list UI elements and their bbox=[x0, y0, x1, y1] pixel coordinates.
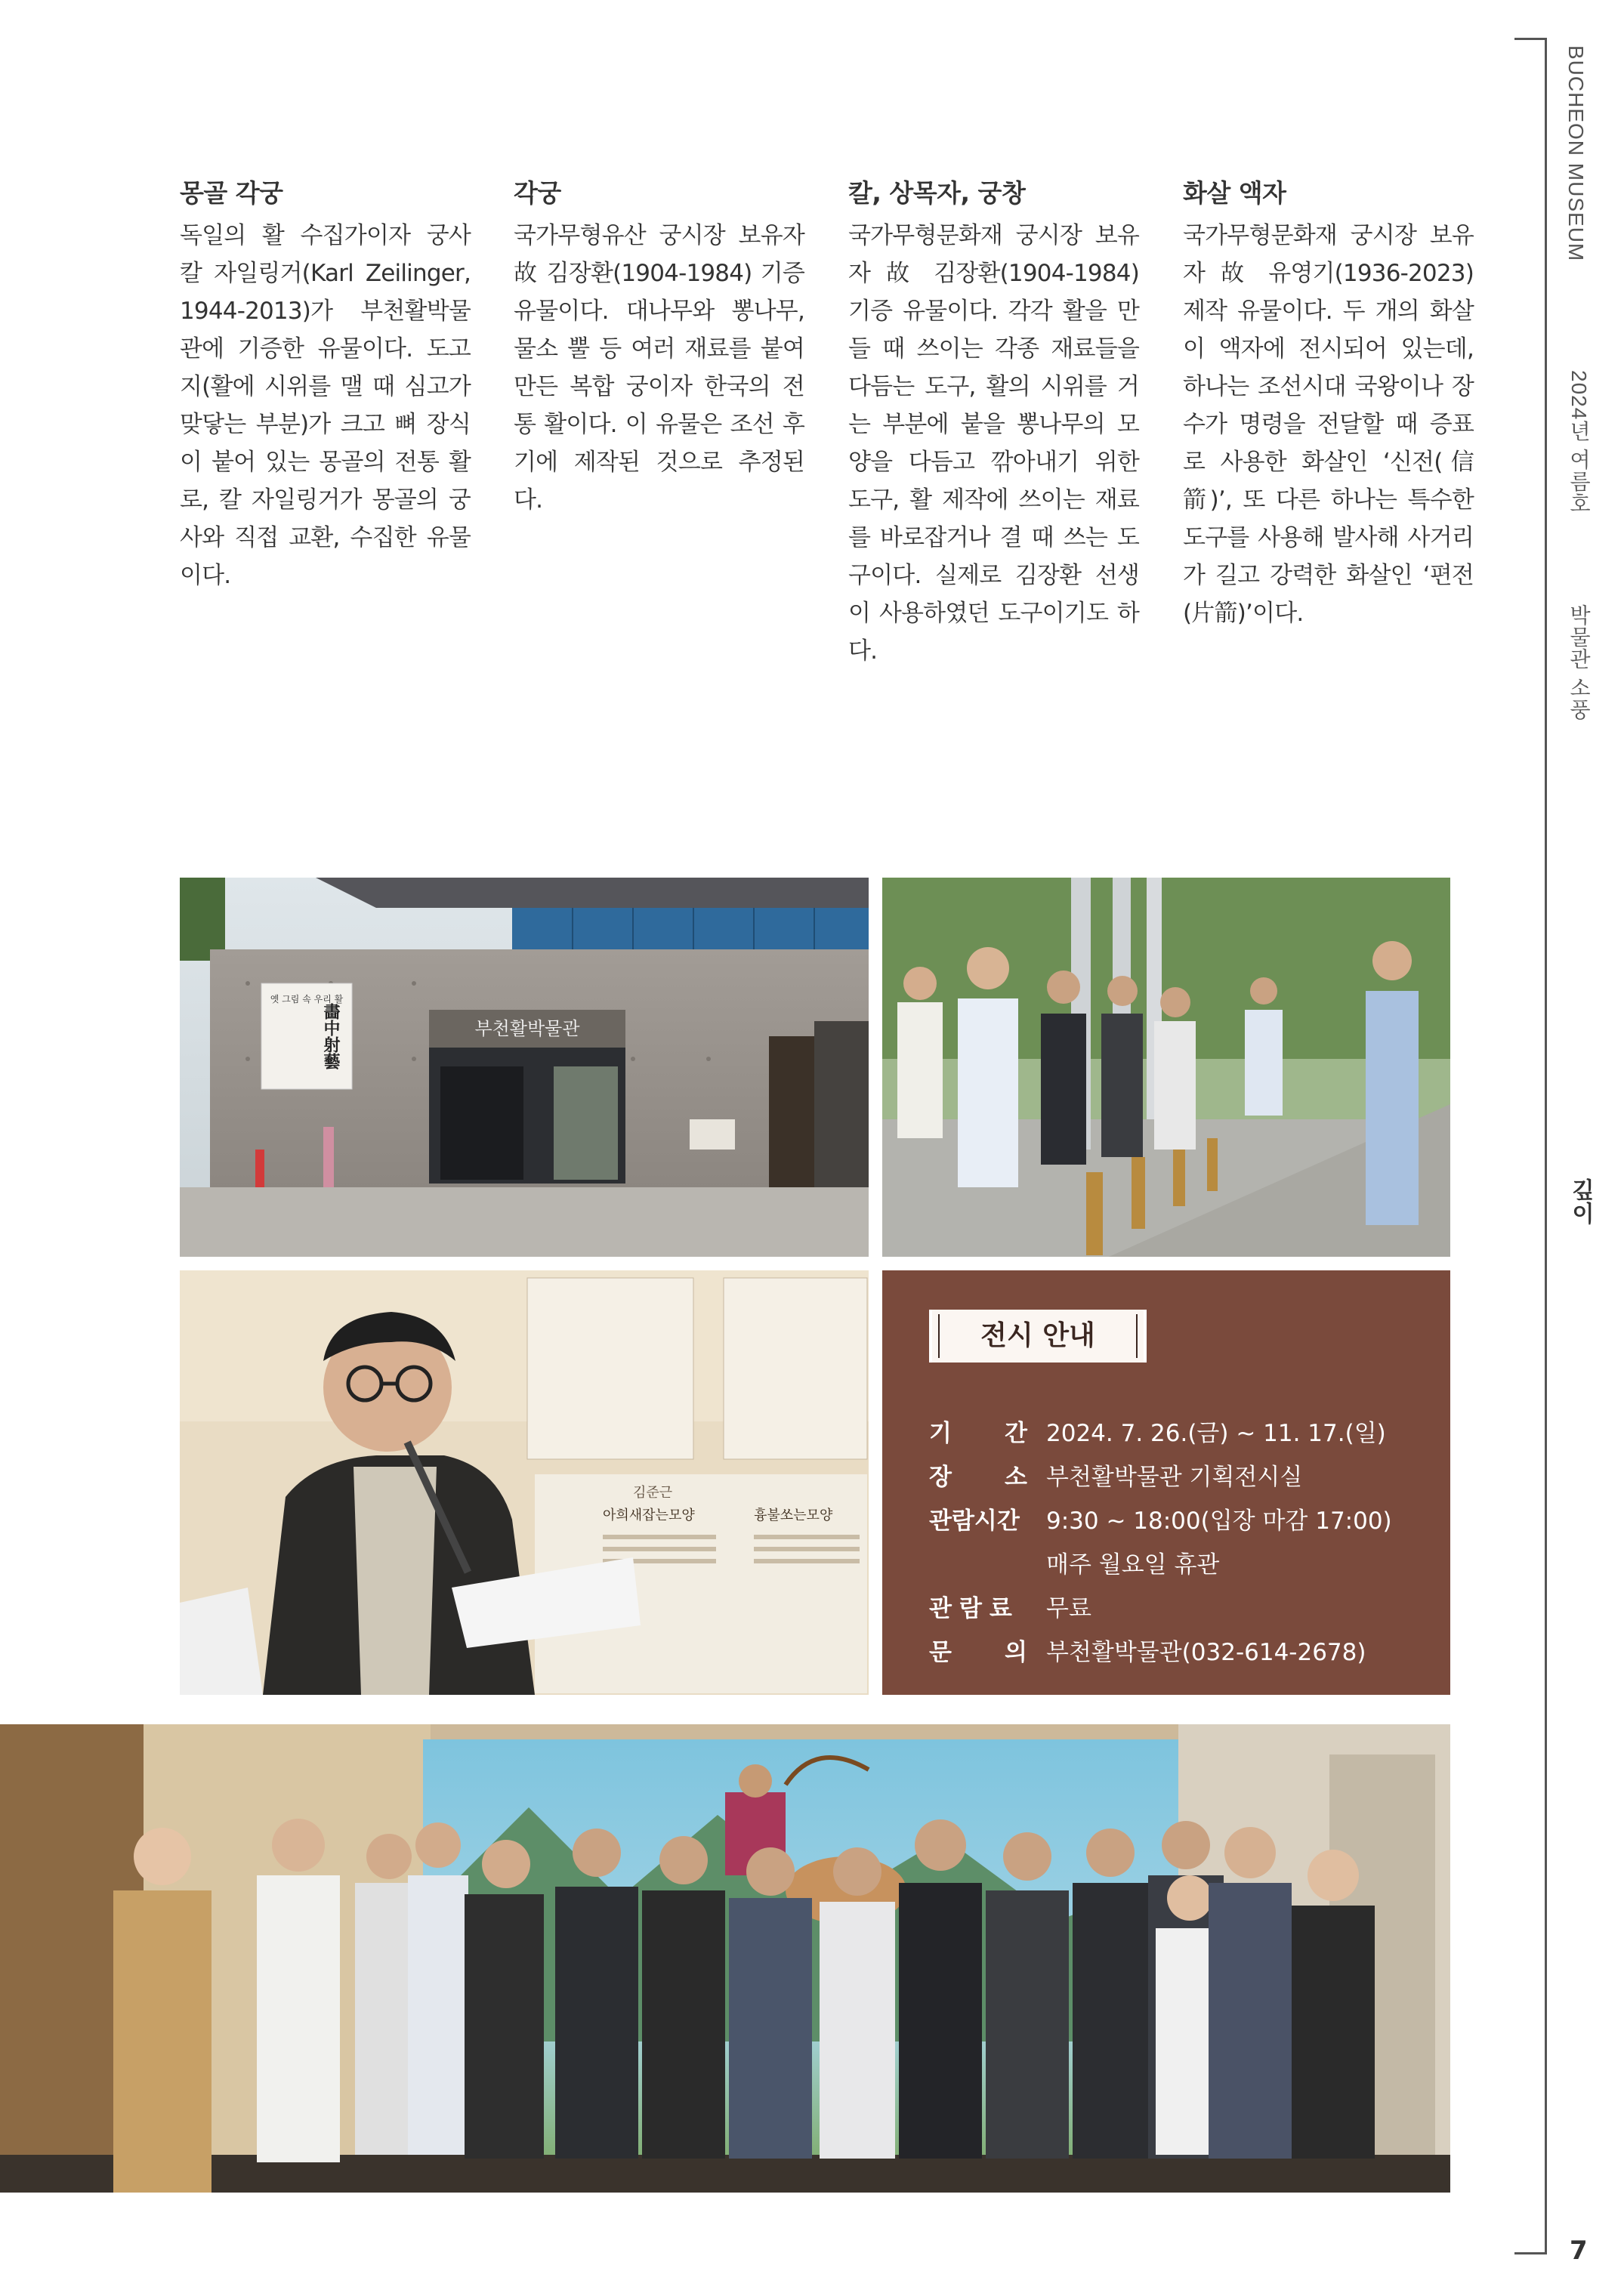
column-body: 독일의 활 수집가이자 궁사 칼 자일링거(Karl Zeilinger, 1944-2013)가 부천활박물관에 기증한 유물이다. 도고지(활에 시위를 맬 때 심고가 맞닿는 부분)가 크고 뼈 장식이 붙어 있는 몽골의 전통 활로, 칼 자일링거가 몽골의 궁사와 직접 교환, 수집한 유물이다. bbox=[180, 222, 471, 589]
info-label: 관람료 bbox=[929, 1595, 1020, 1622]
side-rule-top-tick bbox=[1514, 38, 1547, 40]
info-label bbox=[929, 1458, 1031, 1492]
info-label-text bbox=[929, 1458, 1027, 1492]
column-title: 화살 액자 bbox=[1183, 178, 1286, 208]
exhibition-info-panel bbox=[882, 1270, 1450, 1695]
info-value: 부천활박물관 기획전시실 bbox=[1046, 1464, 1303, 1491]
text-column-1 bbox=[180, 174, 471, 594]
column-body: 국가무형문화재 궁시장 보유자 故 유영기(1936-2023) 제작 유물이다. 두 개의 화살이 액자에 전시되어 있는데, 하나는 조선시대 국왕이나 장수가 명령을 전달할 때 증표로 사용한 화살인 ‘신전(信箭)’, 또 다른 하나는 특수한 도구를 사용해 발사해 사거리가 길고 강력한 화살인 ‘편전(片箭)’이다. bbox=[1183, 222, 1474, 627]
page-number: 7 bbox=[1570, 2236, 1588, 2266]
exhibit-caption-1: 아희새잡는모양 bbox=[603, 1508, 695, 1523]
opening-event-outdoor-photo bbox=[882, 878, 1450, 1257]
museum-building-photo bbox=[180, 878, 869, 1257]
column-title: 몽골 각궁 bbox=[180, 178, 283, 208]
text-column-2 bbox=[514, 174, 804, 519]
info-label: 관람시간 bbox=[929, 1508, 1020, 1535]
exhibit-caption-2: 흉불쏘는모양 bbox=[754, 1508, 833, 1523]
column-title: 칼, 상목자, 궁창 bbox=[848, 178, 1026, 208]
info-label bbox=[929, 1414, 1031, 1448]
info-label-char: 의 bbox=[1005, 1639, 1027, 1666]
info-value: 매주 월요일 휴관 bbox=[1046, 1551, 1220, 1579]
column-body: 국가무형문화재 궁시장 보유자 故 김장환(1904-1984) 기증 유물이다. 각각 활을 만들 때 쓰이는 각종 재료들을 다듬는 도구, 활의 시위를 거는 부분에 붙을 뽕나무의 모양을 다듬고 깎아내기 위한 도구, 활 제작에 쓰이는 재료를 바로잡거나 결 때 쓰는 도구이다. 실제로 김장환 선생이 사용하였던 도구이기도 하다. bbox=[848, 222, 1139, 665]
info-title: 전시 안내 bbox=[929, 1310, 1147, 1363]
info-label bbox=[929, 1633, 1031, 1667]
banner-big-text: 畵中射藝 bbox=[321, 1003, 341, 1069]
info-value: 2024. 7. 26.(금) ~ 11. 17.(일) bbox=[1046, 1420, 1386, 1447]
text-column-4 bbox=[1183, 174, 1474, 632]
side-rule-bottom-tick bbox=[1514, 2252, 1547, 2254]
info-row-hours bbox=[929, 1501, 1392, 1535]
info-label-char: 소 bbox=[1005, 1464, 1027, 1491]
exhibit-panel-name: 김준근 bbox=[633, 1485, 673, 1501]
info-value: 부천활박물관(032-614-2678) bbox=[1046, 1639, 1366, 1666]
museum-sign-text: 부천활박물관 bbox=[474, 1018, 580, 1039]
info-label-text bbox=[929, 1633, 1027, 1667]
info-label-char: 장 bbox=[929, 1464, 952, 1491]
info-label-char: 기 bbox=[929, 1420, 952, 1447]
info-value: 9:30 ~ 18:00(입장 마감 17:00) bbox=[1046, 1508, 1392, 1535]
info-row-closed bbox=[929, 1545, 1220, 1579]
info-label-text bbox=[929, 1414, 1027, 1448]
info-label-char: 간 bbox=[1005, 1420, 1027, 1447]
speaker-photo bbox=[180, 1270, 869, 1695]
magazine-name: BUCHEON MUSEUM bbox=[1564, 45, 1588, 262]
column-body: 국가무형유산 궁시장 보유자 故 김장환(1904-1984) 기증 유물이다. 대나무와 뽕나무, 물소 뿔 등 여러 재료를 붙여 만든 복합 궁이자 한국의 전통 활이다. 이 유물은 조선 후기에 제작된 것으로 추정된다. bbox=[514, 222, 804, 514]
banner-small-text: 옛 그림 속 우리 활 bbox=[270, 994, 344, 1005]
group-photo bbox=[0, 1724, 1450, 2193]
info-label-char: 문 bbox=[929, 1639, 952, 1666]
info-row-period bbox=[929, 1414, 1386, 1448]
text-column-3 bbox=[848, 174, 1139, 670]
info-row-contact bbox=[929, 1633, 1366, 1667]
issue-label: 2024년 여름호 bbox=[1567, 370, 1591, 515]
subsection-label: 깊이 bbox=[1568, 1178, 1593, 1225]
side-rule bbox=[1545, 38, 1547, 2254]
section-label: 박물관 소풍 bbox=[1567, 604, 1591, 721]
info-value: 무료 bbox=[1046, 1595, 1091, 1622]
info-row-fee bbox=[929, 1589, 1091, 1623]
info-row-place bbox=[929, 1458, 1303, 1492]
column-title: 각궁 bbox=[514, 178, 561, 208]
